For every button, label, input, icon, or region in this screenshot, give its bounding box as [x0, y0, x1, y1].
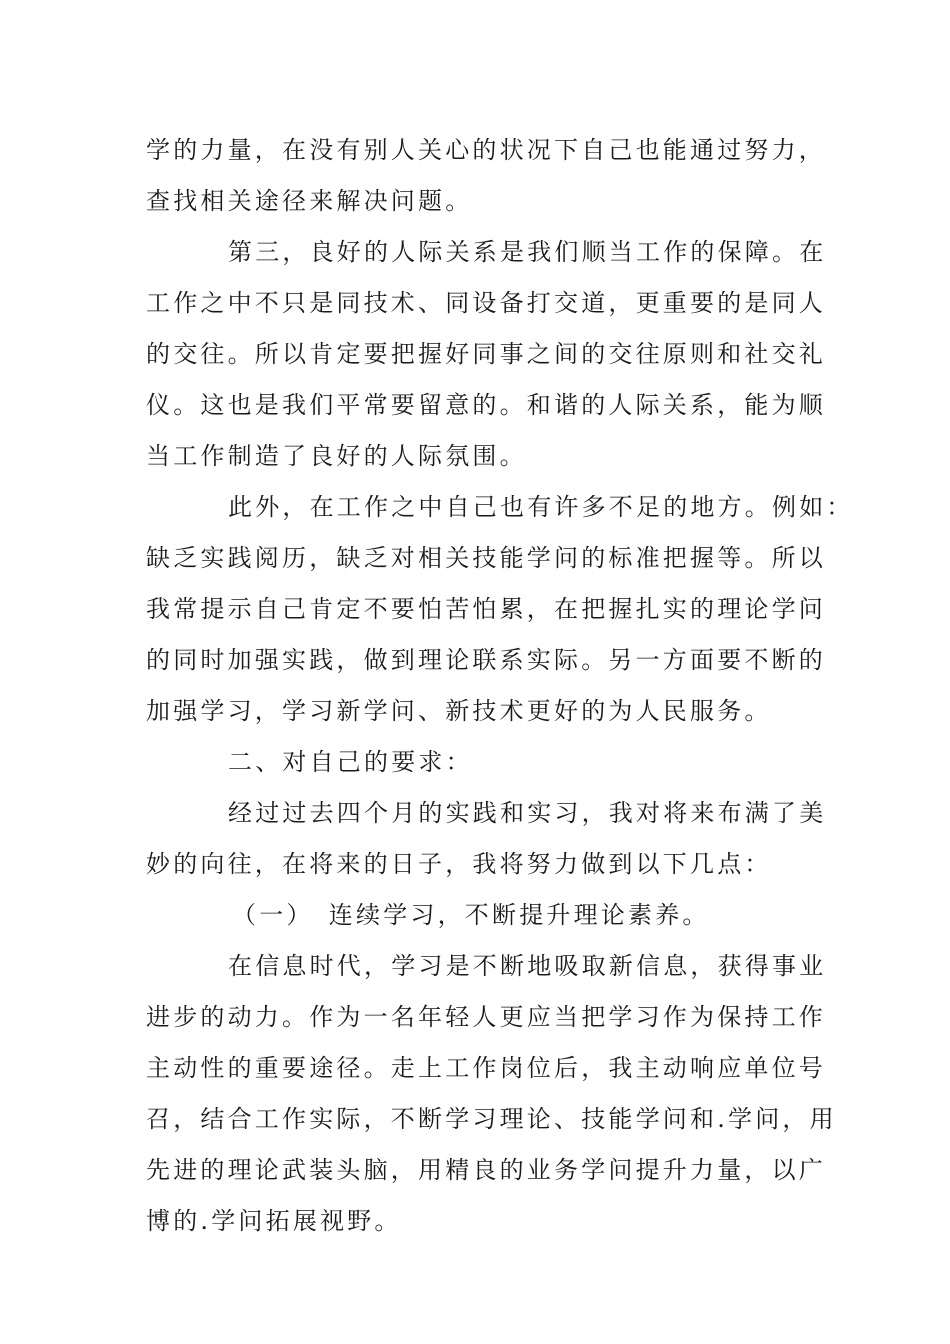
section-heading: 二、对自己的要求： [228, 748, 473, 776]
paragraph-line-22: 博的.学问拓展视野。 [146, 1207, 402, 1235]
paragraph-line-12: 加强学习，学习新学问、新技术更好的为人民服务。 [146, 697, 772, 725]
paragraph-line-11: 的同时加强实践，做到理论联系实际。另一方面要不断的 [146, 646, 826, 674]
paragraph-line-6: 仪。这也是我们平常要留意的。和谐的人际关系，能为顺 [146, 391, 826, 419]
paragraph-line-2: 查找相关途径来解决问题。 [146, 187, 473, 215]
paragraph-line-19: 主动性的重要途径。走上工作岗位后，我主动响应单位号 [146, 1054, 826, 1082]
paragraph-line-4: 工作之中不只是同技术、同设备打交道，更重要的是同人 [146, 289, 826, 317]
paragraph-line-5: 的交往。所以肯定要把握好同事之间的交往原则和社交礼 [146, 340, 826, 368]
paragraph-line-1: 学的力量，在没有别人关心的状况下自己也能通过努力， [146, 136, 826, 164]
paragraph-line-15: 妙的向往，在将来的日子，我将努力做到以下几点： [146, 850, 772, 878]
paragraph-line-18: 进步的动力。作为一名年轻人更应当把学习作为保持工作 [146, 1003, 826, 1031]
paragraph-line-17: 在信息时代，学习是不断地吸取新信息，获得事业 [228, 952, 827, 980]
paragraph-line-3: 第三，良好的人际关系是我们顺当工作的保障。在 [228, 238, 827, 266]
paragraph-line-9: 缺乏实践阅历，缺乏对相关技能学问的标准把握等。所以 [146, 544, 826, 572]
subsection-heading: （一） 连续学习，不断提升理论素养。 [232, 901, 710, 929]
paragraph-line-21: 先进的理论武装头脑，用精良的业务学问提升力量，以广 [146, 1156, 826, 1184]
paragraph-line-8: 此外，在工作之中自己也有许多不足的地方。例如： [228, 493, 854, 521]
paragraph-line-7: 当工作制造了良好的人际氛围。 [146, 442, 527, 470]
paragraph-line-14: 经过过去四个月的实践和实习，我对将来布满了美 [228, 799, 827, 827]
paragraph-line-10: 我常提示自己肯定不要怕苦怕累，在把握扎实的理论学问 [146, 595, 826, 623]
paragraph-line-20: 召，结合工作实际，不断学习理论、技能学问和.学问，用 [146, 1105, 837, 1133]
